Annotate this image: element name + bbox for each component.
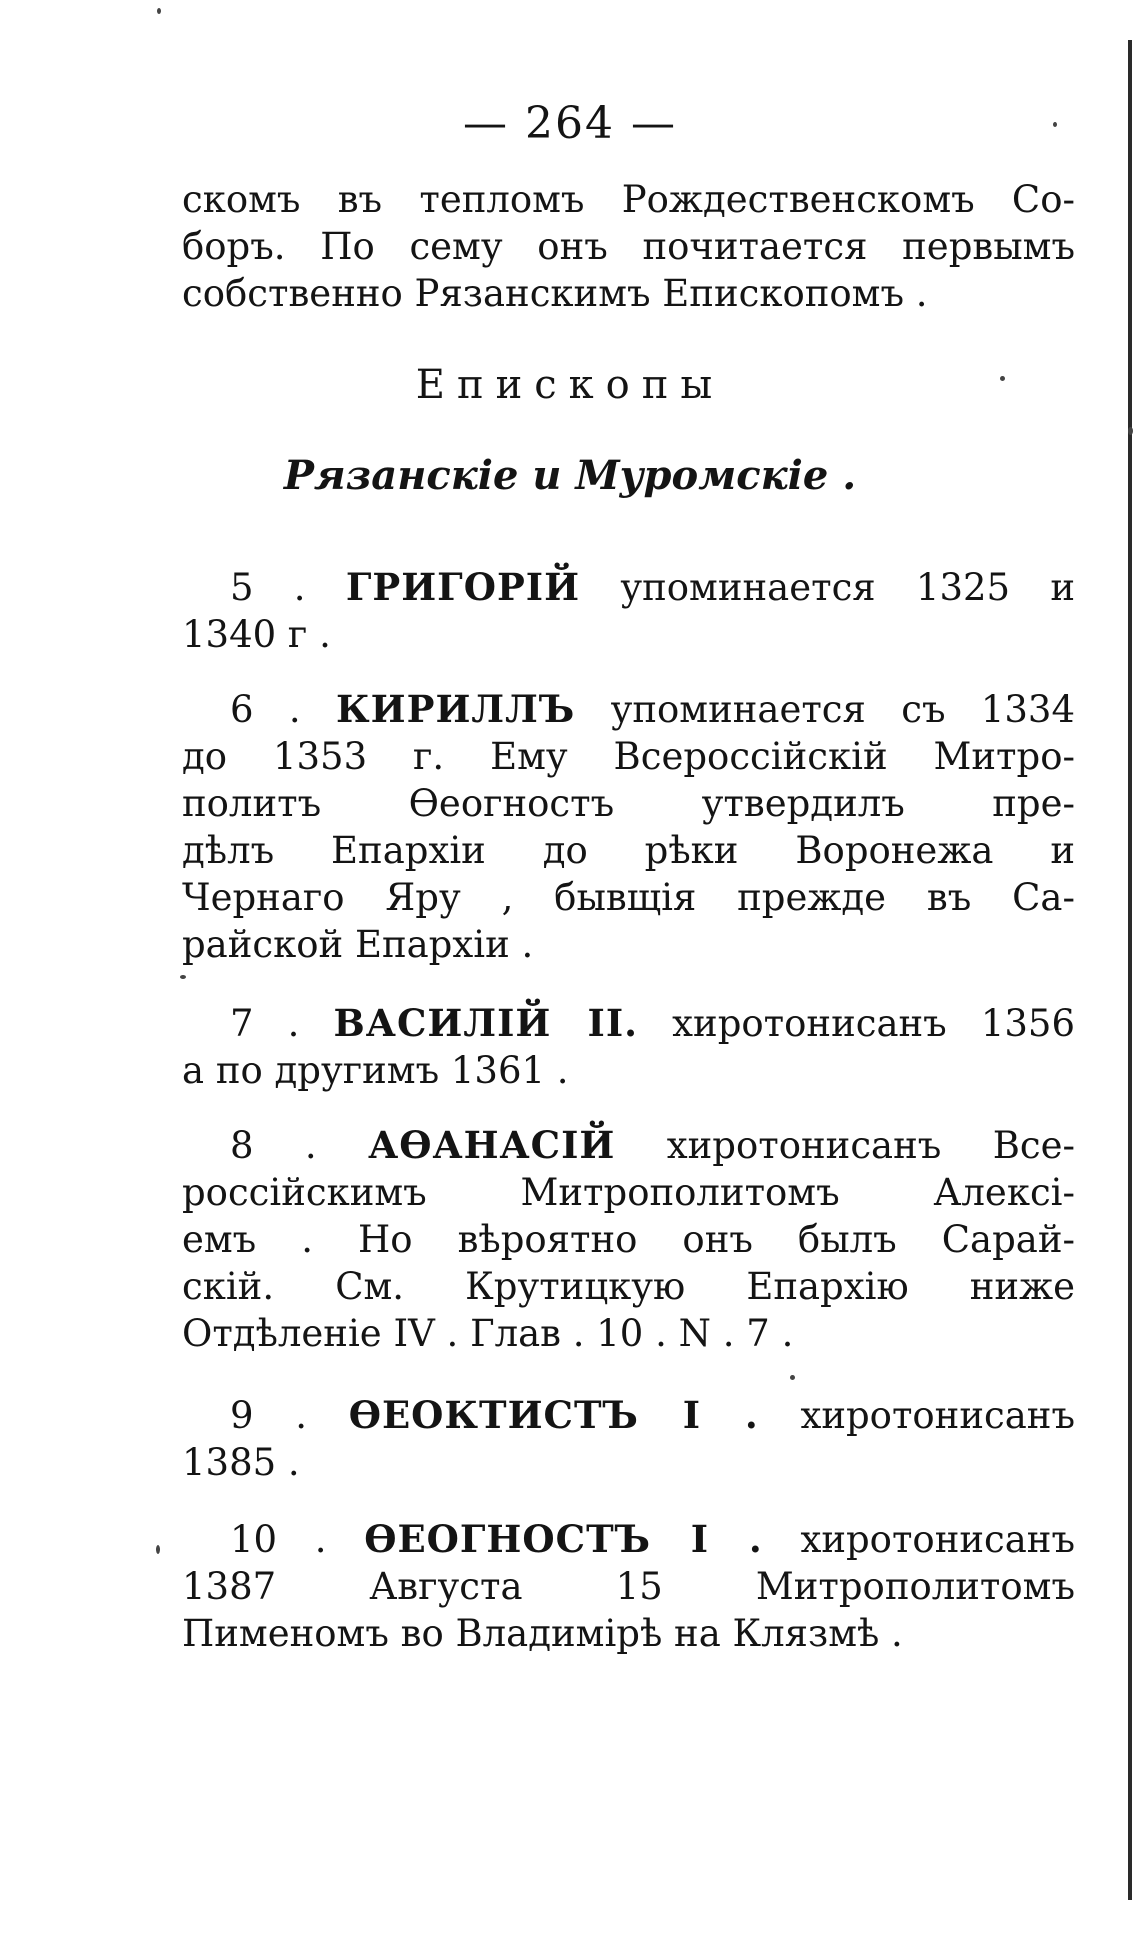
entry-line: райской Епархіи . <box>182 923 534 966</box>
bishop-name: ГРИГОРІЙ <box>345 565 581 609</box>
entry-number: 6 . <box>230 688 301 731</box>
entry-text: хиротонисанъ 1356 <box>672 1002 1075 1045</box>
bishop-name: АѲАНАСІЙ <box>368 1123 616 1167</box>
intro-line: собственно Рязанскимъ Епископомъ . <box>182 272 928 315</box>
page-number: — 264 — <box>463 98 677 149</box>
entry-text: хиротонисанъ Все- <box>666 1124 1076 1167</box>
entry-line: 1340 г . <box>182 613 331 656</box>
entry-number: 9 . <box>230 1394 308 1437</box>
bishop-entry <box>182 564 1075 658</box>
scan-speck <box>156 1545 160 1554</box>
scan-speck <box>157 8 161 14</box>
entry-first-line <box>182 686 1075 733</box>
scan-speck <box>1128 427 1133 435</box>
intro-line: скомъ въ тепломъ Рождественскомъ Со- <box>182 178 1075 221</box>
entry-number: 10 . <box>230 1518 327 1561</box>
entry-number: 8 . <box>230 1124 317 1167</box>
scan-speck <box>1053 122 1057 127</box>
bishop-entry <box>182 1392 1075 1486</box>
page-edge-rule <box>1128 40 1132 1900</box>
entry-text: упоминается съ 1334 <box>610 688 1075 731</box>
entry-line: Отдѣленіе IV . Глав . 10 . N . 7 . <box>182 1312 794 1355</box>
entry-line: Чернаго Яру , бывщія прежде въ Са- <box>182 876 1075 919</box>
bishop-entry <box>182 1000 1075 1094</box>
entry-first-line <box>182 1122 1075 1169</box>
intro-line: боръ. По сему онъ почитается первымъ <box>182 225 1075 268</box>
entry-first-line <box>182 1000 1075 1047</box>
bishop-name: ѲЕОГНОСТЪ I . <box>364 1517 763 1561</box>
entry-number: 5 . <box>230 566 306 609</box>
bishop-name: ВАСИЛІЙ II. <box>333 1001 639 1045</box>
entry-line: до 1353 г. Ему Всероссійскій Митро- <box>182 735 1075 778</box>
entry-line: емъ . Но вѣроятно онъ былъ Сарай- <box>182 1218 1075 1261</box>
entry-first-line <box>182 564 1075 611</box>
scan-speck <box>790 1375 795 1380</box>
entry-text: хиротонисанъ <box>800 1518 1076 1561</box>
intro-paragraph <box>182 176 1075 317</box>
entry-line: а по другимъ 1361 . <box>182 1049 569 1092</box>
entry-text: упоминается 1325 и <box>620 566 1075 609</box>
entry-line: политъ Ѳеогностъ утвердилъ пре- <box>182 782 1075 825</box>
scan-speck <box>180 975 186 979</box>
bishop-name: КИРИЛЛЪ <box>336 687 576 731</box>
section-heading: Епископы <box>415 362 725 408</box>
entry-line: россійскимъ Митрополитомъ Алексі- <box>182 1171 1075 1214</box>
section-subheading: Рязанскіе и Муромскіе . <box>283 452 857 499</box>
bishop-entry <box>182 1516 1075 1657</box>
entry-number: 7 . <box>230 1002 300 1045</box>
entry-first-line <box>182 1516 1075 1563</box>
entry-line: 1387 Августа 15 Митрополитомъ <box>182 1565 1075 1608</box>
bishop-name: ѲЕОКТИСТЪ I . <box>348 1393 759 1437</box>
entry-line: 1385 . <box>182 1441 300 1484</box>
bishop-entry <box>182 686 1075 968</box>
bishop-entry <box>182 1122 1075 1357</box>
scan-speck <box>1000 376 1005 381</box>
entry-line: Пименомъ во Владимірѣ на Клязмѣ . <box>182 1612 903 1655</box>
entry-text: хиротонисанъ <box>800 1394 1075 1437</box>
entry-line: скій. См. Крутицкую Епархію ниже <box>182 1265 1075 1308</box>
entry-first-line <box>182 1392 1075 1439</box>
entry-line: дѣлъ Епархіи до рѣки Воронежа и <box>182 829 1075 872</box>
